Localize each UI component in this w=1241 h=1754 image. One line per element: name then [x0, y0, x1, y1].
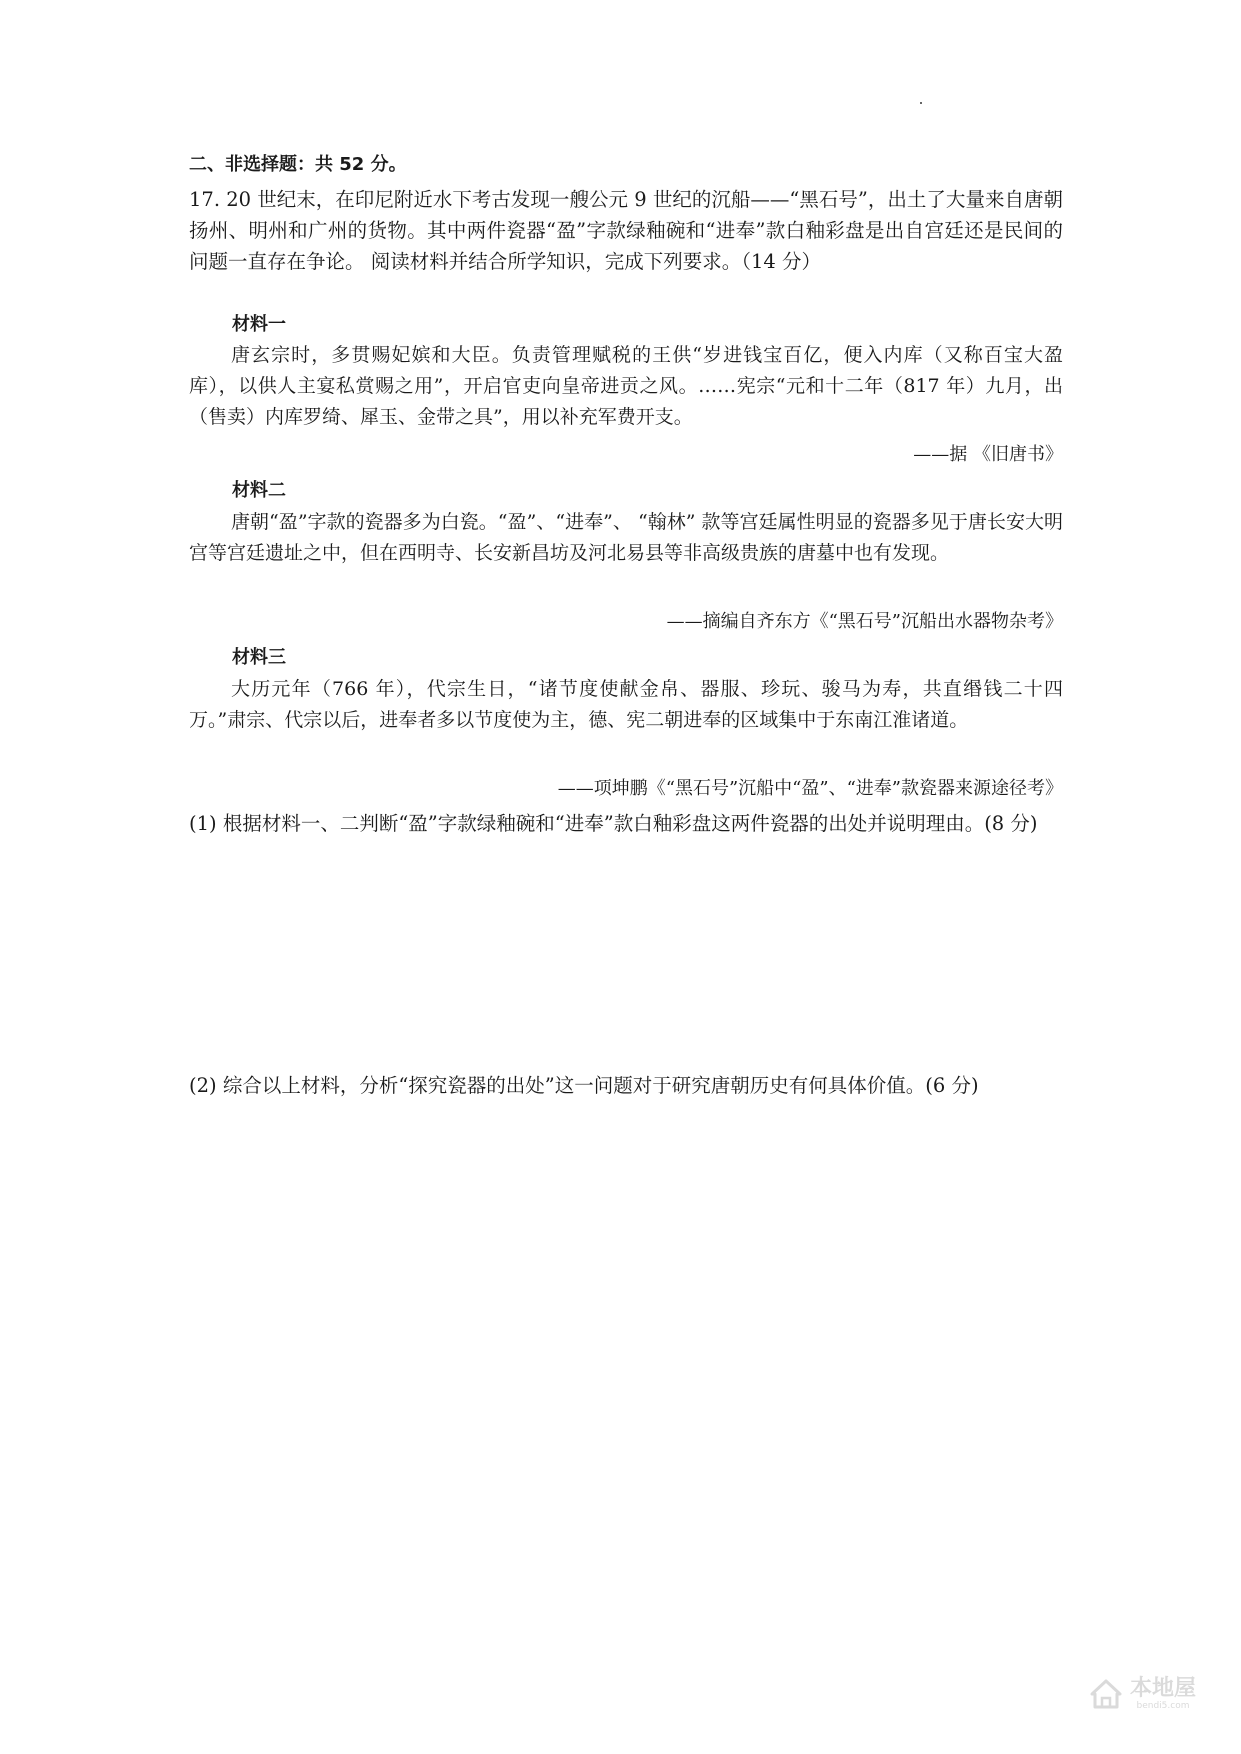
section-title: 二、非选择题：共 52 分。	[189, 154, 407, 175]
scan-dot	[920, 102, 922, 104]
watermark-url: bendi5.com	[1136, 1701, 1190, 1711]
material-3-source: ——项坤鹏《“黑石号”沉船中“盈”、“进奉”款瓷器来源途径考》	[557, 778, 1063, 799]
material-1-title: 材料一	[232, 314, 286, 335]
watermark-logo	[1088, 1676, 1196, 1712]
material-2-title: 材料二	[232, 480, 286, 501]
house-icon	[1088, 1676, 1124, 1712]
material-2-body: 唐朝“盈”字款的瓷器多为白瓷。“盈”、“进奉”、 “翰林” 款等宫廷属性明显的瓷器多见于唐长安大明宫等宫廷遗址之中，但在西明寺、长安新昌坊及河北易县等非高级贵族的唐墓中也有发现。	[189, 511, 1063, 564]
watermark-name: 本地屋	[1130, 1676, 1197, 1701]
material-2-source: ——摘编自齐东方《“黑石号”沉船出水器物杂考》	[666, 611, 1063, 632]
sub-question-2: (2) 综合以上材料，分析“探究瓷器的出处”这一问题对于研究唐朝历史有何具体价值。(6 分)	[189, 1074, 979, 1097]
material-3-title: 材料三	[232, 647, 286, 668]
sub-question-1: (1) 根据材料一、二判断“盈”字款绿釉碗和“进奉”款白釉彩盘这两件瓷器的出处并说明理由。(8 分)	[189, 812, 1038, 835]
material-1-source: ——据 《旧唐书》	[913, 444, 1063, 465]
material-3-body: 大历元年（766 年），代宗生日，“诸节度使献金帛、器服、珍玩、骏马为寿，共直缗钱二十四万。”肃宗、代宗以后，进奉者多以节度使为主，德、宪二朝进奉的区域集中于东南江淮诸道。	[189, 678, 1063, 731]
material-1-body: 唐玄宗时，多贯赐妃嫔和大臣。负责管理赋税的王供“岁进钱宝百亿，便入内库（又称百宝大盈库），以供人主宴私赏赐之用”，开启官吏向皇帝进贡之风。……宪宗“元和十二年（817 年）九月，出（售卖）内库罗绮、犀玉、金带之具”，用以补充军费开支。	[189, 344, 1063, 428]
question-17-stem: 17. 20 世纪末，在印尼附近水下考古发现一艘公元 9 世纪的沉船——“黑石号”，出土了大量来自唐朝扬州、明州和广州的货物。其中两件瓷器“盈”字款绿釉碗和“进奉”款白釉彩盘是出自宫廷还是民间的问题一直存在争论。 阅读材料并结合所学知识，完成下列要求。（14 分）	[189, 188, 1063, 273]
